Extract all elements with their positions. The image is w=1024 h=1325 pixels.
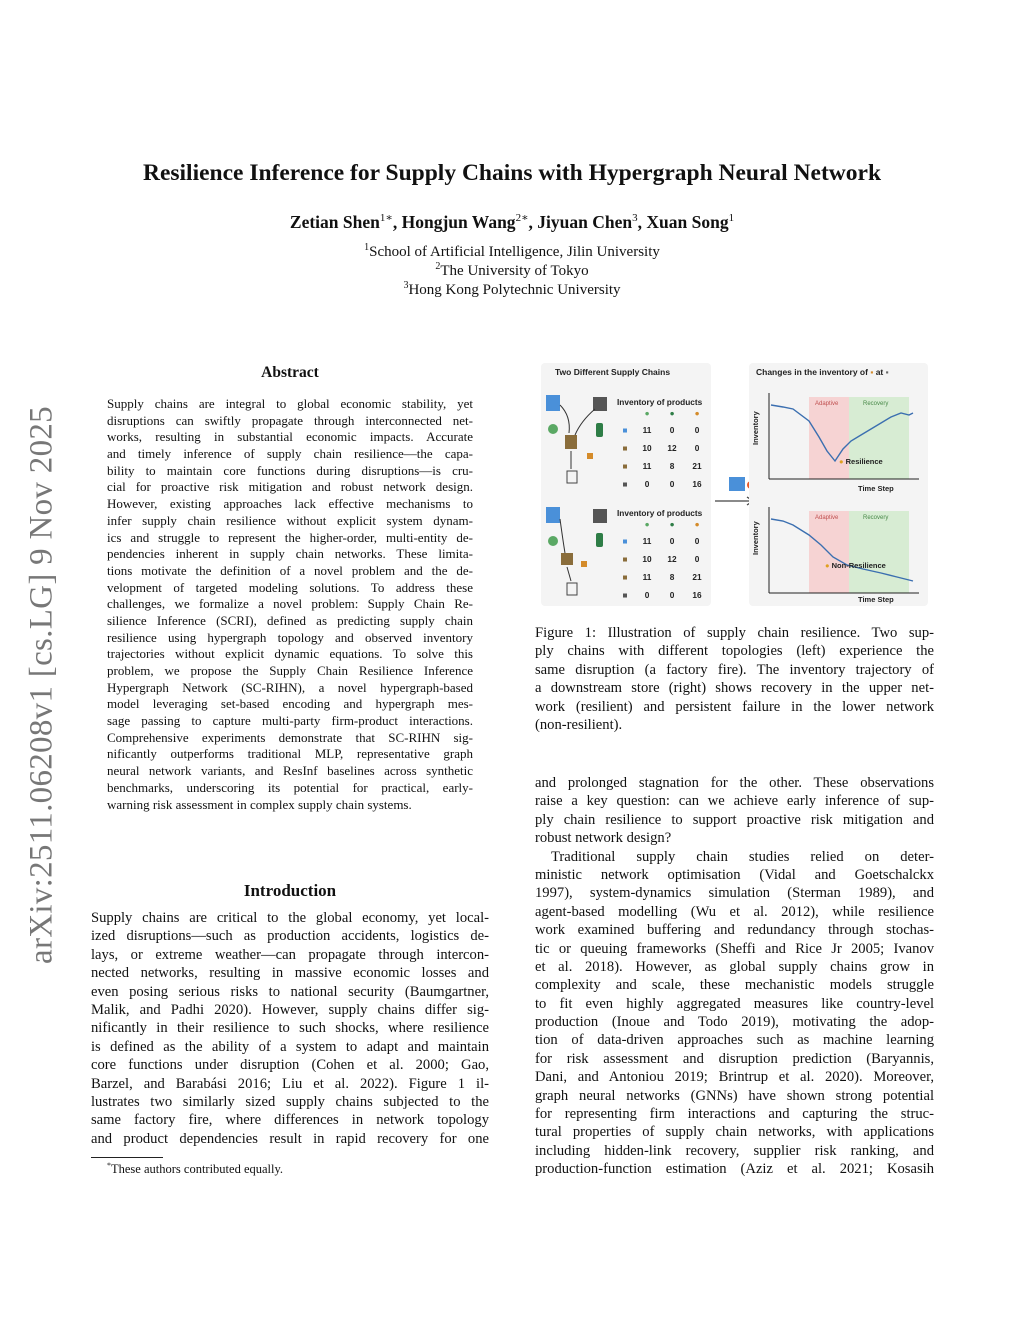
text-line: for risk assessment and disruption prediction (Baryannis, xyxy=(535,1050,934,1067)
affiliation xyxy=(0,280,1024,299)
text-line: tural properties of supply chain networks, with applications xyxy=(535,1124,934,1141)
text-line: work examined buffering and redundancy through stochas- xyxy=(535,922,934,939)
inventory-chart-nonresilient xyxy=(763,505,923,603)
text-line: bility to maintain core functions during disruptions—is cru- xyxy=(107,462,473,478)
text-line: Traditional supply chain studies relied on deter- xyxy=(551,848,934,865)
non-resilience-text: Non-Resilience xyxy=(831,561,886,570)
product-icon: ● xyxy=(694,408,700,418)
affiliation xyxy=(0,242,1024,261)
table-cell: 16 xyxy=(692,479,702,489)
text-line: infer supply chain resilience without explicit system dynam- xyxy=(107,512,473,528)
figure-caption xyxy=(535,624,934,734)
text-line: benchmarks, underscoring its potential for practical, early- xyxy=(107,779,473,795)
figure-1 xyxy=(541,363,928,606)
text-line: warning risk assessment in complex supply chain systems. xyxy=(107,796,412,812)
firm-icon: ■ xyxy=(622,536,628,546)
affiliation-text: Hong Kong Polytechnic University xyxy=(408,282,621,298)
text-line: nificantly outperforms traditional MLP, representative graph xyxy=(107,746,473,762)
store-icon xyxy=(567,583,577,595)
author-mark: 3 xyxy=(632,212,638,224)
adaptive-label: Adaptive xyxy=(815,515,839,521)
text-line: Hypergraph Network (SC-RIHN), a novel hypergraph-based xyxy=(107,679,473,695)
affiliation-mark: 2 xyxy=(435,261,441,272)
text-line: a downstream store (right) shows recovery in the upper net- xyxy=(535,680,934,697)
text-line: Supply chains are critical to the global economy, yet local- xyxy=(91,910,489,926)
text-line: same disruption (a factory fire). The inventory trajectory of xyxy=(535,661,934,678)
text-line: even posing serious risks to national security (Baumgartner, xyxy=(91,983,489,1000)
firm-icon: ■ xyxy=(622,554,628,564)
firm-icon: ■ xyxy=(622,479,628,489)
table-cell: 0 xyxy=(694,425,700,435)
text-line: production-function estimation (Aziz et al. 2021; Kosasih xyxy=(535,1161,934,1178)
text-line: velopment of targeted modeling solutions. To address these xyxy=(107,579,473,595)
affiliation xyxy=(0,261,1024,280)
text-line: silience Inference (SCRI), defined as predicting supply chain xyxy=(107,612,473,628)
table-cell: 0 xyxy=(644,479,650,489)
text-line: Figure 1: Illustration of supply chain resilience. Two sup- xyxy=(535,625,934,641)
text-line: problem, we propose the Supply Chain Resilience Inference xyxy=(107,663,473,678)
inventory-table-top xyxy=(615,397,711,497)
product-icon: ● xyxy=(644,519,650,529)
footnote xyxy=(107,1161,283,1177)
firm-icon: ■ xyxy=(622,443,628,453)
y-axis-label: Inventory xyxy=(751,521,760,555)
table-cell: 10 xyxy=(642,443,652,453)
table-cell: 0 xyxy=(669,536,675,546)
footnote-rule xyxy=(91,1157,163,1158)
text-line: (non-resilient). xyxy=(535,716,623,733)
non-resilience-label xyxy=(825,561,886,570)
text-line: trajectories without explicit dynamic equations. To solve this xyxy=(107,646,473,662)
table-header: Inventory of products xyxy=(617,397,703,407)
footnote-text: These authors contributed equally. xyxy=(111,1162,284,1177)
text-line: to fit even highly aggregated measures like country-level xyxy=(535,995,934,1012)
text-line: tic or queuing frameworks (Sheffi and Rice Jr 2005; Ivanov xyxy=(535,940,934,957)
text-line: nificantly in their resilience to such shocks, where resilience xyxy=(91,1020,489,1037)
text-line: graph neural networks (GNNs) have shown strong potential xyxy=(535,1087,934,1104)
text-line: ministic network optimisation (Vidal and Goetschalckx xyxy=(535,866,934,883)
introduction-heading: Introduction xyxy=(243,881,337,900)
firm-icon: ■ xyxy=(622,461,628,471)
factory-icon xyxy=(729,477,745,491)
gear-icon xyxy=(548,536,558,546)
text-line: work (resilient) and persistent failure in the lower network xyxy=(535,698,934,715)
text-line: including hidden-link recovery, supplier risk ranking, and xyxy=(535,1142,934,1159)
right-title-text: Changes in the inventory of xyxy=(756,367,868,377)
factory-icon xyxy=(546,507,560,523)
text-line: However, existing approaches lack effective mechanisms to xyxy=(107,496,473,512)
right-title-at: at xyxy=(875,367,884,377)
table-cell: 8 xyxy=(669,461,675,471)
table-cell: 11 xyxy=(642,461,652,471)
author: Jiyuan Chen xyxy=(537,211,633,232)
text-line: sage passing to capture multi-party firm-product interactions. xyxy=(107,713,473,729)
text-line: 1997), system-dynamics simulation (Sterman 1989), and xyxy=(535,885,934,902)
right-panel-title xyxy=(756,367,889,377)
firm-icon: ■ xyxy=(622,590,628,600)
text-line: resilience using hypergraph topology and observed inventory xyxy=(107,629,473,645)
author-mark: 1∗ xyxy=(379,212,393,224)
text-line: pendencies inherent in supply chain networks. These limita- xyxy=(107,546,473,562)
text-line: disruptions can swiftly propagate through interconnected net- xyxy=(107,412,473,428)
table-cell: 11 xyxy=(642,572,652,582)
table-cell: 8 xyxy=(669,572,675,582)
store-icon: ▪ xyxy=(885,367,889,377)
product-icon: ● xyxy=(644,408,650,418)
adaptive-region xyxy=(809,511,849,593)
bottle-icon xyxy=(596,423,603,437)
resilience-label xyxy=(839,457,883,466)
affiliation-mark: 3 xyxy=(403,280,409,291)
product-icon: ● xyxy=(669,408,675,418)
text-line: et al. 2018). However, as global supply chains grow in xyxy=(535,958,934,975)
table-cell: 0 xyxy=(694,443,700,453)
affiliation-mark: 1 xyxy=(364,242,370,253)
table-cell: 0 xyxy=(669,425,675,435)
text-line: Dani, and Antoniou 2019; Brintrup et al. 2020). Moreover, xyxy=(535,1069,934,1086)
text-line: ics and struggle to represent the higher-order, multi-entity de- xyxy=(107,529,473,545)
abstract-body xyxy=(107,396,473,813)
truck-icon: ▪ xyxy=(870,367,874,377)
author-mark: 2∗ xyxy=(515,212,529,224)
text-line: and product dependencies result in rapid recovery for one xyxy=(91,1130,489,1147)
text-line: cial for proactive risk mitigation and robust network design. xyxy=(107,479,473,495)
text-line: complexity and scale, these mechanistic models struggle xyxy=(535,977,934,994)
text-line: tion of data-driven approaches such as machine learning xyxy=(535,1032,934,1049)
table-cell: 0 xyxy=(694,536,700,546)
x-axis-label: Time Step xyxy=(858,595,894,604)
text-line: nected networks, resulting in massive economic losses and xyxy=(91,965,489,982)
author-list: Zetian Shen$^{1∗}$, Hongjun Wang$^{2∗}$, Jiyuan Chen$^3$, Xuan Song$^1$ xyxy=(289,211,735,232)
right-column-body xyxy=(535,774,934,1179)
text-line: Malik, and Padhi 2020). However, supply chains differ sig- xyxy=(91,1001,489,1018)
text-line: ply chains with different topologies (left) experience the xyxy=(535,643,934,660)
text-line: challenges, we formalize a novel problem: Supply Chain Re- xyxy=(107,596,473,612)
sad-icon: ● xyxy=(825,561,830,570)
text-line: neural network variants, and ResInf baselines across synthetic xyxy=(107,763,473,779)
table-cell: 0 xyxy=(669,590,675,600)
text-line: production (Inoue and Todo 2019), motivating the adop- xyxy=(535,1014,934,1031)
product-icon: ● xyxy=(694,519,700,529)
table-cell: 10 xyxy=(642,554,652,564)
text-line: raise a key question: can we achieve early inference of sup- xyxy=(535,793,934,810)
network-diagrams xyxy=(541,381,613,606)
table-cell: 11 xyxy=(642,425,652,435)
table-cell: 21 xyxy=(692,461,702,471)
truck-icon xyxy=(587,453,593,459)
table-cell: 21 xyxy=(692,572,702,582)
text-line: agent-based modelling (Wu et al. 2012), while resilience xyxy=(535,903,934,920)
table-cell: 0 xyxy=(644,590,650,600)
text-line: for representing firm interactions and capturing the struc- xyxy=(535,1106,934,1123)
recovery-region xyxy=(849,511,909,593)
table-cell: 16 xyxy=(692,590,702,600)
left-panel-title: Two Different Supply Chains xyxy=(555,367,671,377)
text-line: Barzel, and Barabási 2016; Liu et al. 2022). Figure 1 il- xyxy=(91,1075,489,1092)
footnote-mark: * xyxy=(107,1161,111,1170)
text-line: robust network design? xyxy=(535,830,672,847)
text-line: Comprehensive experiments demonstrate that SC-RIHN sig- xyxy=(107,729,473,745)
table-cell: 12 xyxy=(667,554,677,564)
text-line: and timely inference of supply chain resilience—the capa- xyxy=(107,446,473,462)
text-line: and prolonged stagnation for the other. These observations xyxy=(535,775,934,791)
factory-icon xyxy=(593,397,607,411)
abstract-heading: Abstract xyxy=(261,364,319,381)
y-axis-label: Inventory xyxy=(751,411,760,445)
resilience-text: Resilience xyxy=(845,457,883,466)
x-axis-label: Time Step xyxy=(858,484,894,493)
smile-icon: ● xyxy=(839,457,844,466)
adaptive-label: Adaptive xyxy=(815,401,839,407)
factory-icon xyxy=(561,553,573,565)
arxiv-sidebar xyxy=(14,380,70,990)
product-icon: ● xyxy=(669,519,675,529)
paper-title: Resilience Inference for Supply Chains with Hypergraph Neural Network xyxy=(142,160,882,186)
table-cell: 12 xyxy=(667,443,677,453)
inventory-table-bottom xyxy=(615,508,711,608)
table-header: Inventory of products xyxy=(617,508,703,518)
bottle-icon xyxy=(596,533,603,547)
table-cell: 0 xyxy=(694,554,700,564)
arxiv-identifier: arXiv:2511.06208v1 [cs.LG] 9 Nov 2025 xyxy=(23,406,60,964)
text-line: tions motivate the definition of a novel problem and the de- xyxy=(107,562,473,578)
author: Hongjun Wang xyxy=(401,211,516,232)
affiliation-text: The University of Tokyo xyxy=(440,263,589,279)
store-icon xyxy=(567,471,577,483)
table-cell: 11 xyxy=(642,536,652,546)
recovery-label: Recovery xyxy=(863,401,889,407)
text-line: same factory fire, where differences in network topology xyxy=(91,1112,489,1129)
recovery-region xyxy=(849,397,909,479)
text-line: works, resulting in substantial economic impacts. Accurate xyxy=(107,429,473,445)
text-line: model leveraging set-based encoding and hypergraph mes- xyxy=(107,696,473,712)
inventory-chart-resilient xyxy=(763,391,923,489)
gear-icon xyxy=(548,424,558,434)
text-line: ply chain resilience to support proactive risk mitigation and xyxy=(535,811,934,828)
introduction-body xyxy=(91,909,489,1148)
author-mark: 1 xyxy=(728,212,735,224)
firm-icon: ■ xyxy=(622,572,628,582)
table-cell: 0 xyxy=(669,479,675,489)
text-line: ized disruptions—such as production accidents, logistics de- xyxy=(91,928,489,945)
text-line: lays, or extreme weather—can propagate through intercon- xyxy=(91,946,489,963)
factory-icon xyxy=(565,435,577,449)
affiliation-text: School of Artificial Intelligence, Jilin University xyxy=(369,244,660,260)
text-line: Supply chains are integral to global economic stability, yet xyxy=(107,396,473,411)
author: Xuan Song xyxy=(646,211,729,232)
recovery-label: Recovery xyxy=(863,515,889,521)
truck-icon xyxy=(581,561,587,567)
text-line: core functions under disruption (Cohen et al. 2000; Gao, xyxy=(91,1057,489,1074)
factory-icon xyxy=(546,395,560,411)
text-line: lustrates two similarly sized supply chains subjected to the xyxy=(91,1093,489,1110)
firm-icon: ■ xyxy=(622,425,628,435)
author: Zetian Shen xyxy=(289,211,380,232)
adaptive-region xyxy=(809,397,849,479)
text-line: is defined as the ability of a system to adapt and maintain xyxy=(91,1038,489,1055)
factory-icon xyxy=(593,509,607,523)
